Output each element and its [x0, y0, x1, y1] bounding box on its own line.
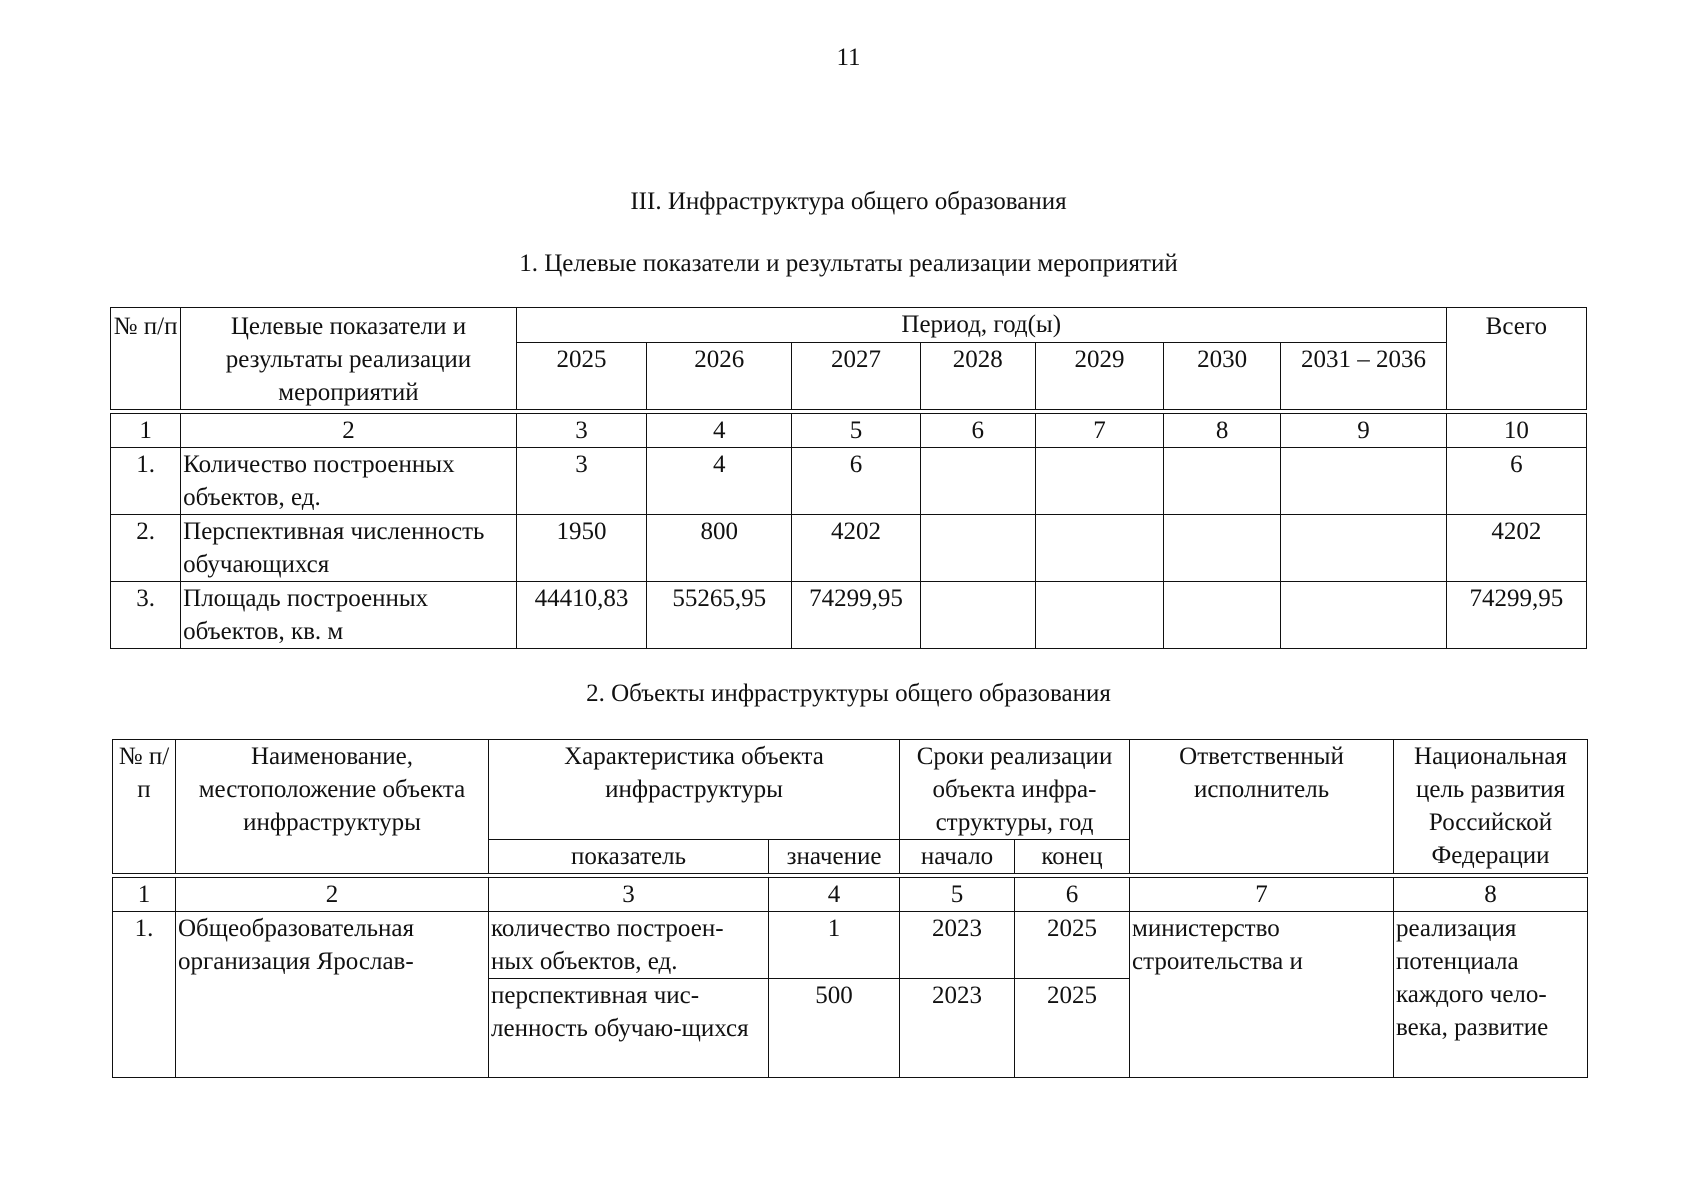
col-number: 5	[900, 878, 1015, 912]
page-number: 11	[836, 44, 861, 71]
row-value: 55265,95	[647, 582, 792, 649]
section-title: III. Инфраструктура общего образования	[630, 188, 1067, 215]
header-indicator: Целевые показатели и результаты реализации мероприятий	[181, 308, 517, 410]
col-number: 6	[1015, 878, 1130, 912]
row-name: Перспективная численность обучающихся	[181, 515, 517, 582]
col-number: 4	[647, 414, 792, 448]
object-value: 1	[769, 912, 900, 979]
object-start: 2023	[900, 912, 1015, 979]
object-value: 500	[769, 979, 900, 1078]
col-number: 4	[769, 878, 900, 912]
row-value	[1035, 582, 1163, 649]
header-num: № п/п	[111, 308, 181, 410]
header-year: 2026	[647, 342, 792, 409]
table1-title: 1. Целевые показатели и результаты реализации мероприятий	[519, 250, 1178, 277]
col-number: 7	[1035, 414, 1163, 448]
table-row	[111, 515, 1587, 582]
row-num: 1.	[111, 448, 181, 515]
header-terms: Сроки реализации объекта инфра-структуры, год	[900, 740, 1130, 840]
object-indicator: перспективная чис-ленность обучаю-щихся	[489, 979, 769, 1078]
row-value	[1164, 448, 1281, 515]
object-end: 2025	[1015, 912, 1130, 979]
row-value	[920, 448, 1035, 515]
col-number: 9	[1281, 414, 1446, 448]
table-row	[111, 448, 1587, 515]
col-number: 7	[1130, 878, 1394, 912]
row-value: 6	[792, 448, 920, 515]
col-number: 6	[920, 414, 1035, 448]
header-end: конец	[1015, 840, 1130, 874]
header-goal: Национальная цель развития Российской Федерации	[1394, 740, 1588, 874]
row-total: 74299,95	[1446, 582, 1586, 649]
row-value: 74299,95	[792, 582, 920, 649]
table-row	[111, 582, 1587, 649]
header-period: Период, год(ы)	[516, 308, 1446, 343]
row-name: Площадь построенных объектов, кв. м	[181, 582, 517, 649]
object-goal: реализация потенциала каждого чело-века, развитие	[1394, 912, 1588, 1078]
col-number: 3	[489, 878, 769, 912]
object-executor: министерство строительства и	[1130, 912, 1394, 1078]
col-number: 1	[111, 414, 181, 448]
row-value	[1281, 582, 1446, 649]
object-start: 2023	[900, 979, 1015, 1078]
row-num: 2.	[111, 515, 181, 582]
row-num: 3.	[111, 582, 181, 649]
object-name: Общеобразовательная организация Ярослав-	[176, 912, 489, 1078]
row-value	[920, 582, 1035, 649]
header-year: 2027	[792, 342, 920, 409]
row-value	[1035, 515, 1163, 582]
col-number: 8	[1394, 878, 1588, 912]
object-indicator: количество построен-ных объектов, ед.	[489, 912, 769, 979]
table2-title: 2. Объекты инфраструктуры общего образования	[586, 680, 1111, 707]
row-value: 1950	[516, 515, 646, 582]
header-num: № п/п	[113, 740, 176, 874]
col-number: 5	[792, 414, 920, 448]
row-total: 6	[1446, 448, 1586, 515]
header-year: 2029	[1035, 342, 1163, 409]
row-value	[1164, 515, 1281, 582]
targets-table	[110, 307, 1587, 649]
header-start: начало	[900, 840, 1015, 874]
row-value	[1281, 448, 1446, 515]
header-executor: Ответственный исполнитель	[1130, 740, 1394, 874]
header-indicator: показатель	[489, 840, 769, 874]
row-value: 3	[516, 448, 646, 515]
col-number: 10	[1446, 414, 1586, 448]
row-num: 1.	[113, 912, 176, 1078]
row-value: 4202	[792, 515, 920, 582]
col-number: 8	[1164, 414, 1281, 448]
col-number: 3	[516, 414, 646, 448]
row-value: 44410,83	[516, 582, 646, 649]
header-year: 2025	[516, 342, 646, 409]
row-value	[1281, 515, 1446, 582]
header-year: 2028	[920, 342, 1035, 409]
objects-table	[112, 739, 1588, 1078]
table-row	[113, 912, 1588, 979]
header-year: 2030	[1164, 342, 1281, 409]
header-total: Всего	[1446, 308, 1586, 410]
row-value: 4	[647, 448, 792, 515]
row-value	[1164, 582, 1281, 649]
row-total: 4202	[1446, 515, 1586, 582]
row-name: Количество построенных объектов, ед.	[181, 448, 517, 515]
row-value: 800	[647, 515, 792, 582]
header-year: 2031 – 2036	[1281, 342, 1446, 409]
col-number: 2	[181, 414, 517, 448]
col-number: 1	[113, 878, 176, 912]
header-value: значение	[769, 840, 900, 874]
row-value	[920, 515, 1035, 582]
object-end: 2025	[1015, 979, 1130, 1078]
col-number: 2	[176, 878, 489, 912]
row-value	[1035, 448, 1163, 515]
header-characteristic: Характеристика объекта инфраструктуры	[489, 740, 900, 840]
header-name: Наименование, местоположение объекта инфраструктуры	[176, 740, 489, 874]
